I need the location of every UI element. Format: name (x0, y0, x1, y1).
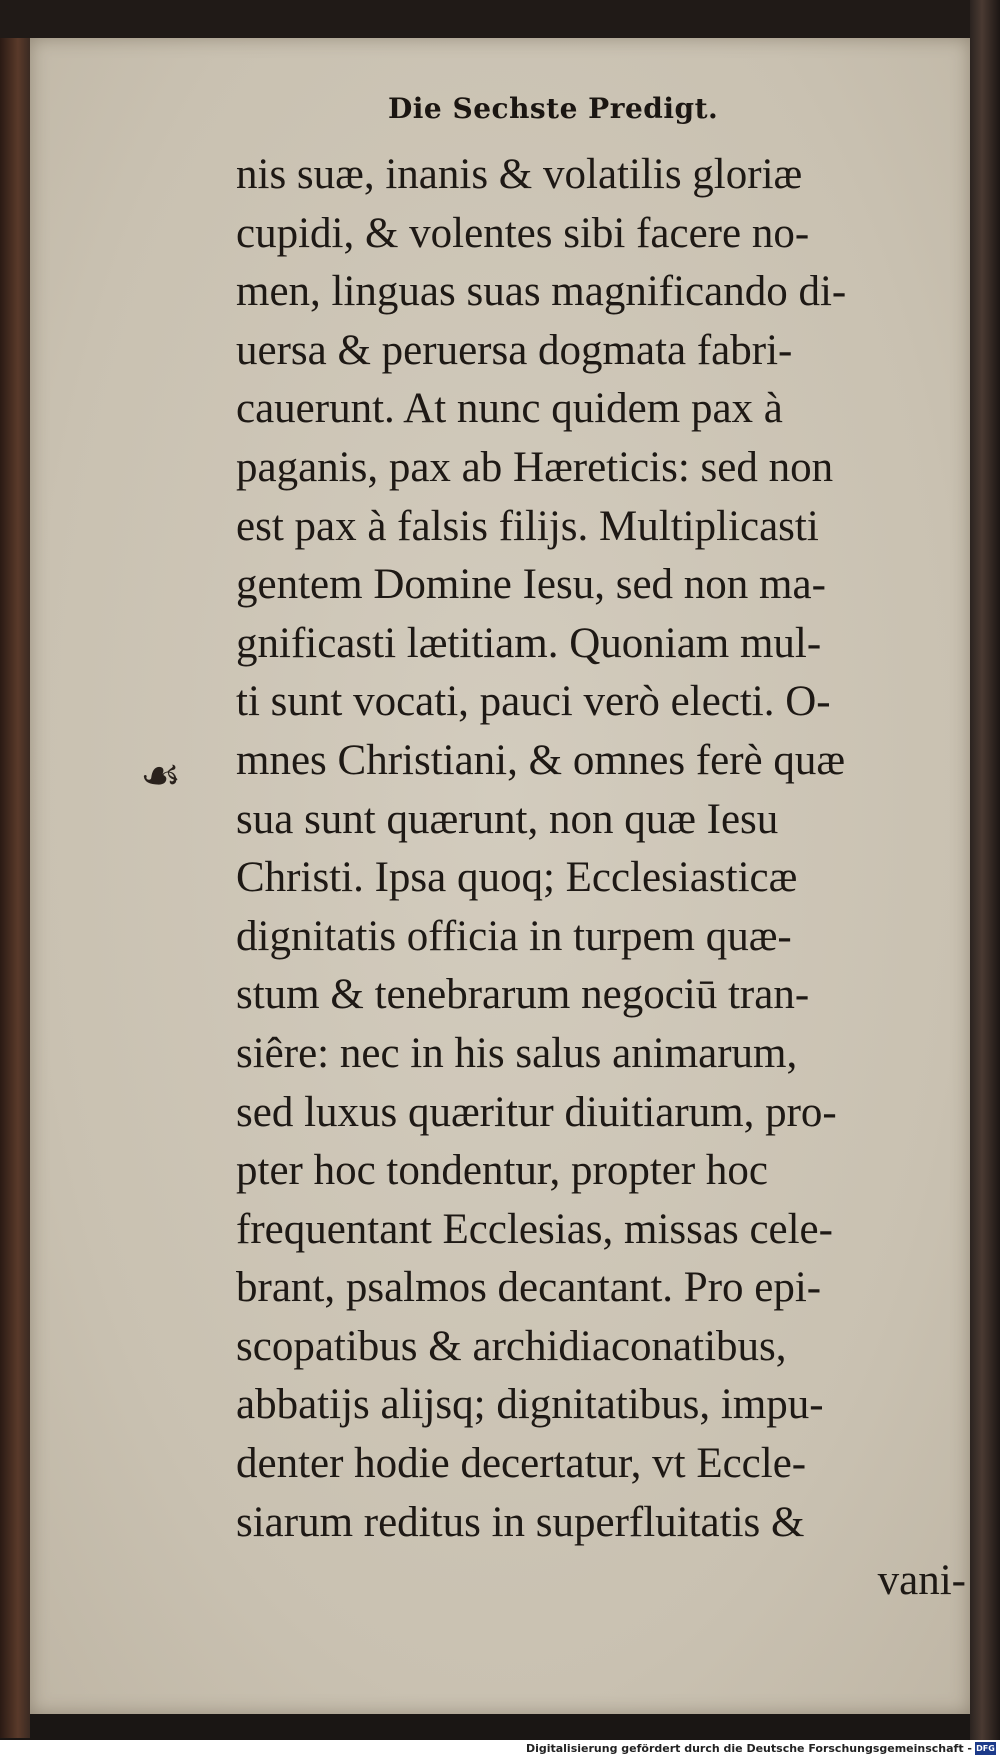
text-line: mnes Christiani, & omnes ferè quæ (236, 736, 846, 784)
funding-credit: Digitalisierung gefördert durch die Deutsche Forschungsgemeinschaft - (525, 1742, 972, 1755)
text-line: stum & tenebrarum negociū tran- (236, 971, 810, 1019)
text-line: sed luxus quæritur diuitiarum, pro- (236, 1088, 837, 1136)
text-line: ti sunt vocati, pauci verò electi. O- (236, 678, 831, 726)
text-line: siarum reditus in superfluitatis & (236, 1498, 805, 1546)
text-line: nis suæ, inanis & volatilis gloriæ (236, 151, 803, 198)
book-edge-top (0, 0, 1000, 38)
book-edge-right (970, 0, 1000, 1740)
text-line: men, linguas suas magnificando di- (236, 268, 847, 316)
text-line: cauerunt. At nunc quidem pax à (236, 385, 783, 433)
text-line: dignitatis officia in turpem quæ- (236, 912, 792, 960)
text-line: gnificasti lætitiam. Quoniam mul- (236, 619, 822, 667)
margin-ornament-icon: ☙ (140, 748, 182, 802)
text-line: brant, psalmos decantant. Pro epi- (236, 1264, 822, 1312)
catchword: vani- (877, 1557, 966, 1605)
text-line: cupidi, & volentes sibi facere no- (236, 209, 810, 257)
text-line: gentem Domine Iesu, sed non ma- (236, 561, 826, 609)
text-line: frequentant Ecclesias, missas cele- (236, 1205, 833, 1253)
text-line: denter hodie decertatur, vt Eccle- (236, 1440, 807, 1488)
page-header: Die Sechste Predigt. (388, 92, 719, 125)
text-line: Christi. Ipsa quoq; Ecclesiasticæ (236, 854, 798, 902)
text-line: est pax à falsis filijs. Multiplicasti (236, 502, 819, 550)
footer-bar (0, 1740, 1000, 1758)
body-text (236, 146, 966, 1611)
text-line: pter hoc tondentur, propter hoc (236, 1147, 769, 1195)
text-line: paganis, pax ab Hæreticis: sed non (236, 443, 834, 491)
book-edge-left (0, 38, 30, 1738)
text-line: sua sunt quærunt, non quæ Iesu (236, 795, 779, 843)
text-line: abbatijs alijsq; dignitatibus, impu- (236, 1381, 824, 1429)
text-line: scopatibus & archidiaconatibus, (236, 1322, 787, 1370)
dfg-logo-icon: DFG (976, 1744, 995, 1753)
text-line: siêre: nec in his salus animarum, (236, 1029, 798, 1077)
text-line: uersa & peruersa dogmata fabri- (236, 326, 793, 374)
